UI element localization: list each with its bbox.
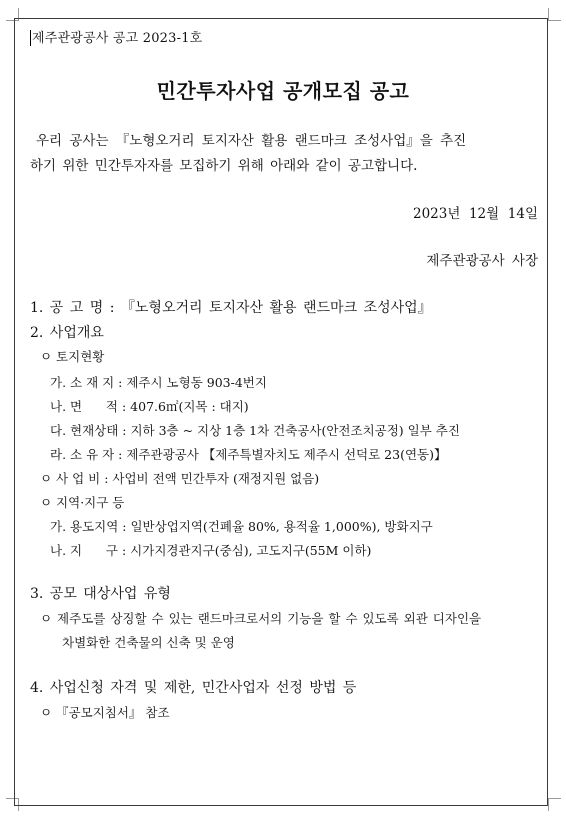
intro-line-1[interactable]: 우리 공사는 『노형오거리 토지자산 활용 랜드마크 조성사업』을 추진 xyxy=(36,133,467,149)
section-3-line-1[interactable]: ㅇ 제주도를 상징할 수 있는 랜드마크로서의 기능을 할 수 있도록 외관 디자인을 xyxy=(40,611,482,626)
bullet-zone[interactable]: ㅇ 지역·지구 등 xyxy=(40,495,125,510)
bullet-land-status[interactable]: ㅇ 토지현황 xyxy=(40,349,105,364)
notice-date[interactable]: 2023년 12월 14일 xyxy=(412,206,538,222)
section-4-line-1[interactable]: ㅇ 『공모지침서』 참조 xyxy=(40,705,170,720)
text-cursor xyxy=(30,30,31,46)
section-3-title[interactable]: 3. 공모 대상사업 유형 xyxy=(30,586,171,602)
land-current-state[interactable]: 다. 현재상태 : 지하 3층 ~ 지상 1층 1차 건축공사(안전조치공정) 일부 추진 xyxy=(50,423,460,438)
section-4-title[interactable]: 4. 사업신청 자격 및 제한, 민간사업자 선정 방법 등 xyxy=(30,680,357,696)
signature[interactable]: 제주관광공사 사장 xyxy=(426,253,538,269)
section-2-title[interactable]: 2. 사업개요 xyxy=(30,325,104,341)
land-owner[interactable]: 라. 소 유 자 : 제주관광공사 【제주특별자치도 제주시 선덕로 23(연동)】 xyxy=(50,447,447,462)
section-3-line-2[interactable]: 차별화한 건축물의 신축 및 운영 xyxy=(62,635,235,650)
page-corner-mark xyxy=(548,798,561,811)
notice-number[interactable]: 제주관광공사 공고 2023-1호 xyxy=(32,31,203,46)
document-title[interactable]: 민간투자사업 공개모집 공고 xyxy=(156,79,410,103)
section-1-title[interactable]: 1. 공 고 명 : 『노형오거리 토지자산 활용 랜드마크 조성사업』 xyxy=(30,300,432,316)
zone-use[interactable]: 가. 용도지역 : 일반상업지역(건폐율 80%, 용적율 1,000%), 방화지구 xyxy=(50,519,433,534)
bullet-project-cost[interactable]: ㅇ 사 업 비 : 사업비 전액 민간투자 (재정지원 없음) xyxy=(40,471,320,486)
zone-district[interactable]: 나. 지 구 : 시가지경관지구(중심), 고도지구(55M 이하) xyxy=(50,543,372,558)
intro-line-2[interactable]: 하기 위한 민간투자자를 모집하기 위해 아래와 같이 공고합니다. xyxy=(30,158,418,174)
land-location[interactable]: 가. 소 재 지 : 제주시 노형동 903-4번지 xyxy=(50,375,267,390)
page-corner-mark xyxy=(548,8,561,21)
land-area[interactable]: 나. 면 적 : 407.6㎡(지목 : 대지) xyxy=(50,399,249,414)
